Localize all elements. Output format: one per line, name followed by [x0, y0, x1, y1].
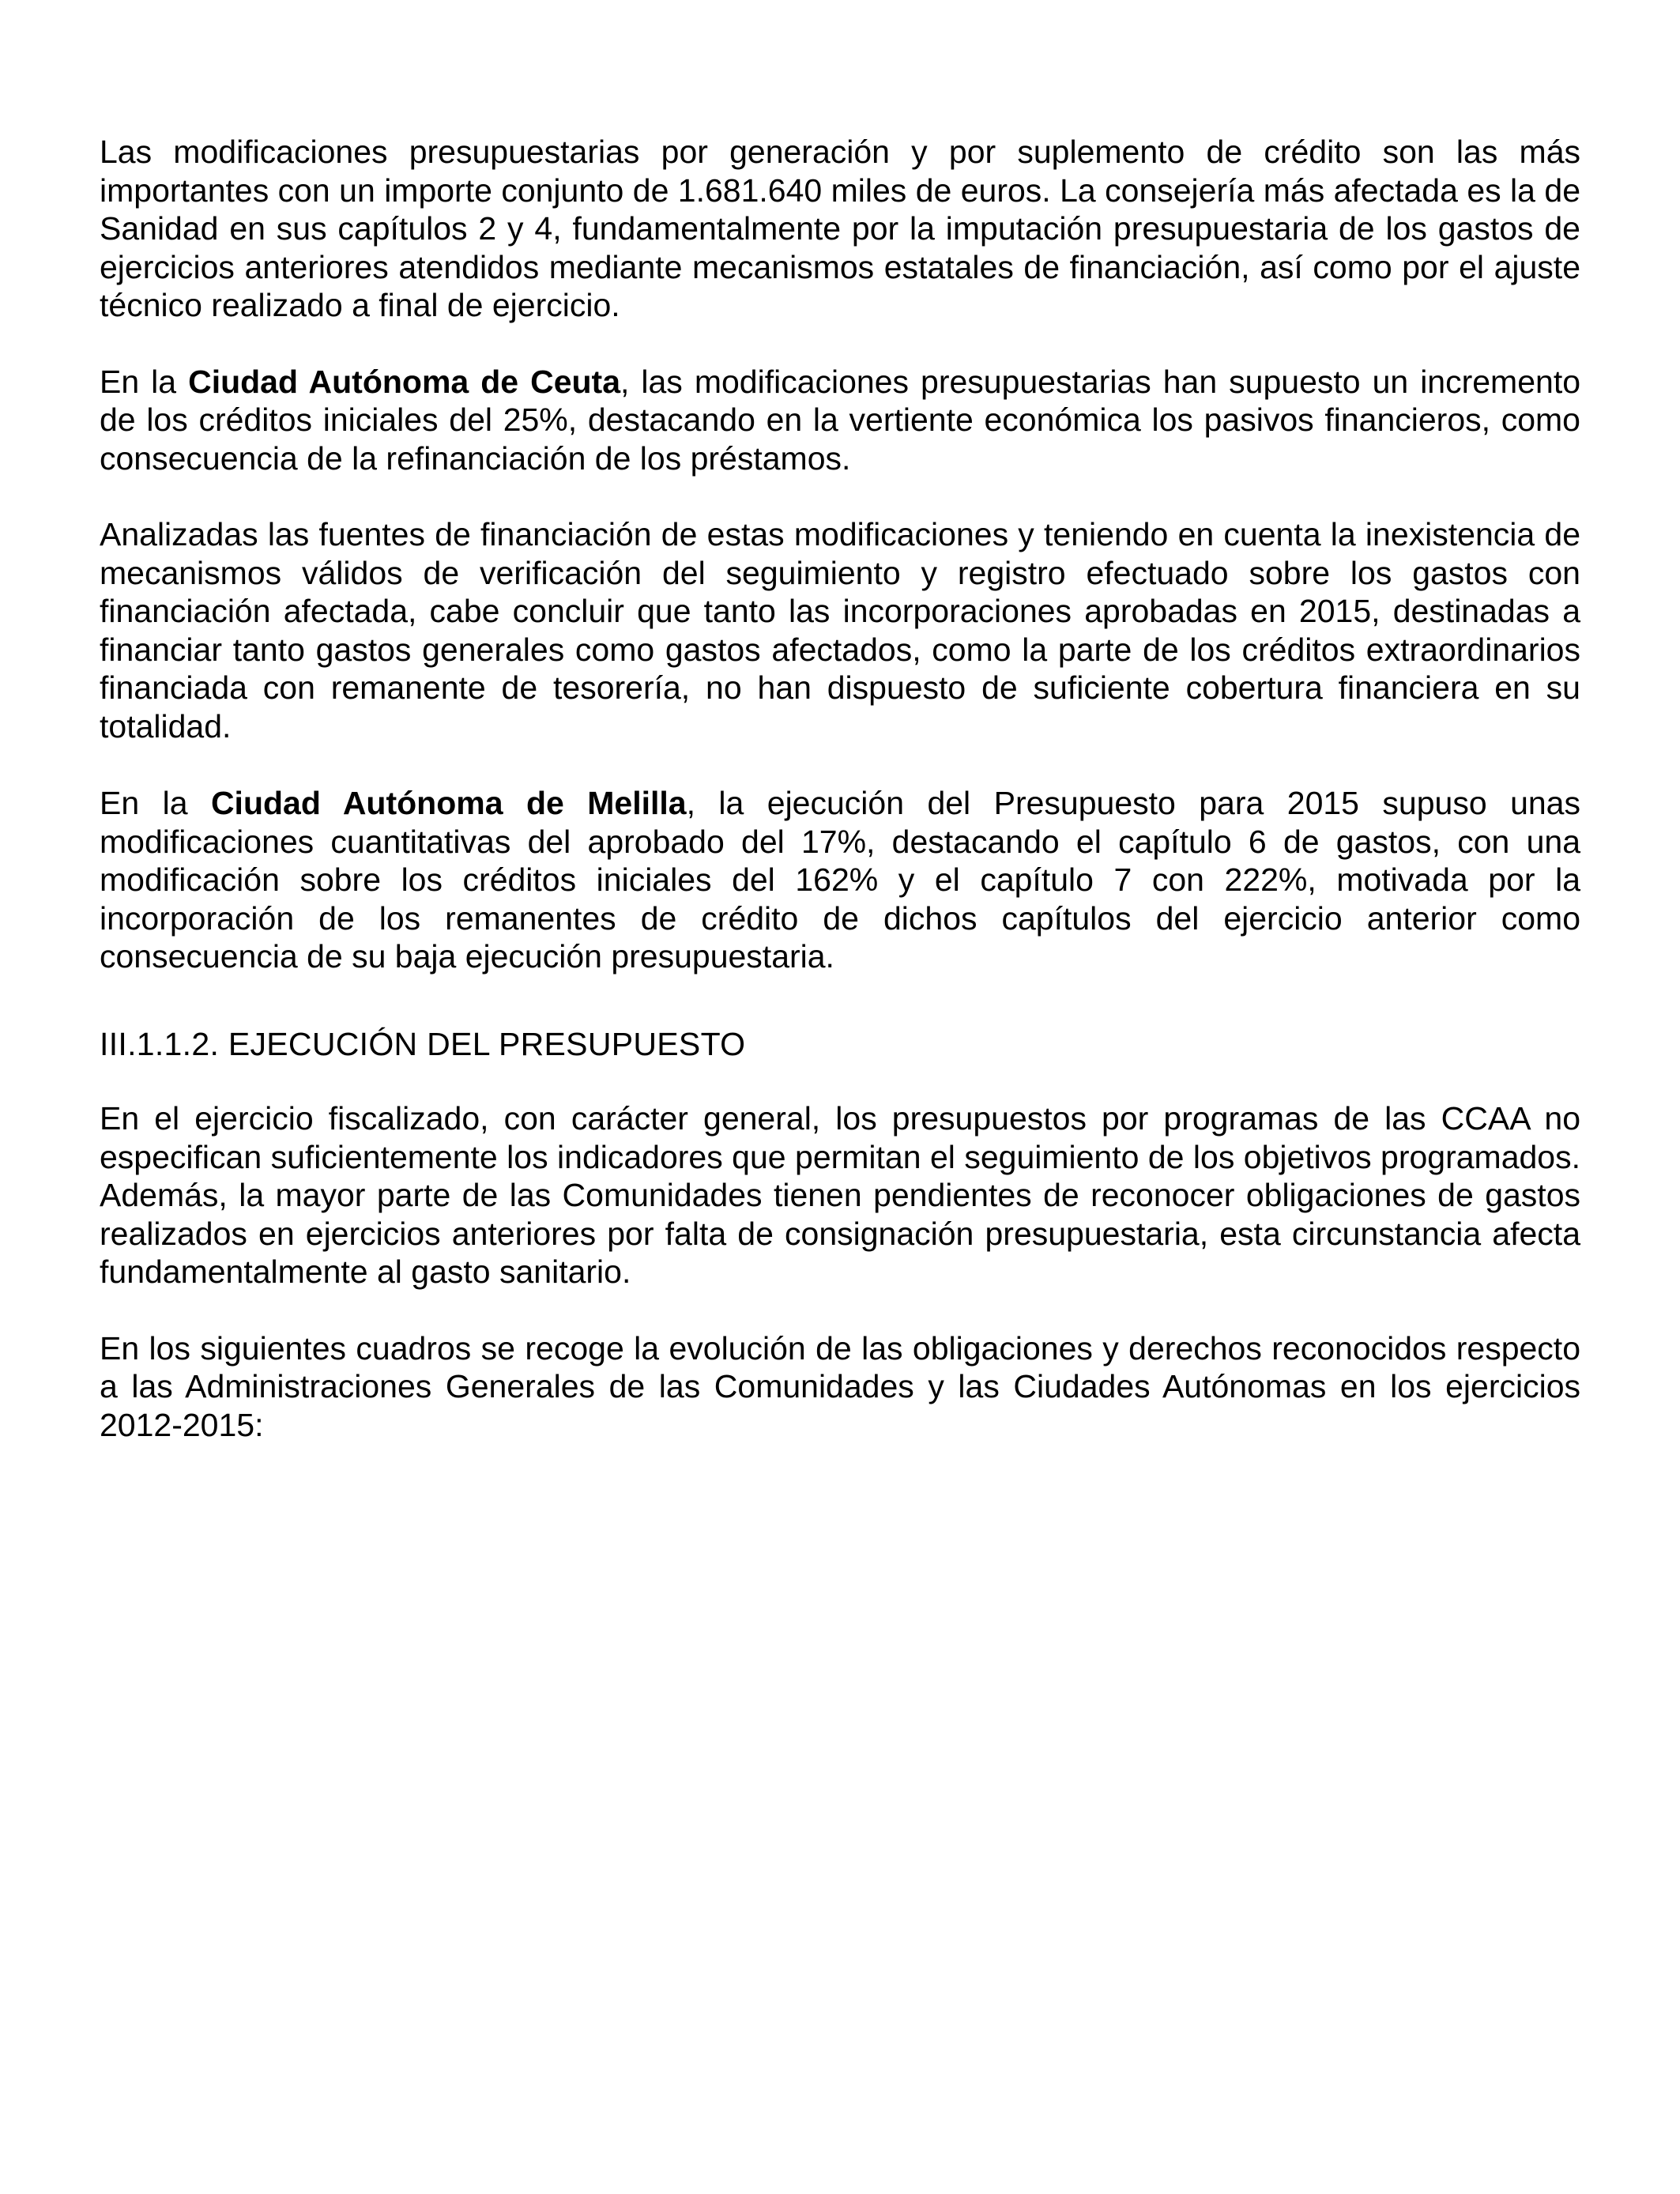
- document-page: [100, 133, 1580, 1482]
- paragraph-ceuta-body: , las modificaciones presupuestarias han supuesto un incremento de los créditos iniciales del 25%, destacando en la vertiente económica los pasivos financieros, como consecuencia de la refinanciación de los préstamos.: [100, 363, 1581, 477]
- paragraph-melilla: [100, 784, 1580, 976]
- paragraph-ceuta-intro: En la: [100, 363, 189, 400]
- paragraph-ceuta: [100, 363, 1580, 478]
- paragraph-ejercicio-fiscalizado: En el ejercicio fiscalizado, con carácter general, los presupuestos por programas de las CCAA no especifican suficientemente los indicadores que permitan el seguimiento de los objetivos programados. Además, la mayor parte de las Comunidades tienen pendientes de reconocer obligaciones de gastos realizados en ejercicios anteriores por falta de consignación presupuestaria, esta circunstancia afecta fundamentalmente al gasto sanitario.: [100, 1100, 1580, 1290]
- paragraph-melilla-body: , la ejecución del Presupuesto para 2015 supuso unas modificaciones cuantitativas del aprobado del 17%, destacando el capítulo 6 de gastos, con una modificación sobre los créditos iniciales del 162% y el capítulo 7 con 222%, motivada por la incorporación de los remanentes de crédito de dichos capítulos del ejercicio anterior como consecuencia de su baja ejecución presupuestaria.: [100, 785, 1580, 974]
- melilla-bold-label: Ciudad Autónoma de Melilla: [210, 785, 687, 821]
- paragraph-modificaciones-generacion: Las modificaciones presupuestarias por generación y por suplemento de crédito son las más importantes con un importe conjunto de 1.681.640 miles de euros. La consejería más afectada es la de Sanidad en sus capítulos 2 y 4, fundamentalmente por la imputación presupuestaria de los gastos de ejercicios anteriores atendidos mediante mecanismos estatales de financiación, así como por el ajuste técnico realizado a final de ejercicio.: [100, 134, 1580, 323]
- ceuta-bold-label: Ciudad Autónoma de Ceuta: [188, 363, 620, 400]
- paragraph-fuentes-financiacion: Analizadas las fuentes de financiación de estas modificaciones y teniendo en cuenta la inexistencia de mecanismos válidos de verificación del seguimiento y registro efectuado sobre los gastos con financiación afectada, cabe concluir que tanto las incorporaciones aprobadas en 2015, destinadas a financiar tanto gastos generales como gastos afectados, como la parte de los créditos extraordinarios financiada con remanente de tesorería, no han dispuesto de suficiente cobertura financiera en su totalidad.: [100, 516, 1580, 745]
- paragraph-siguientes-cuadros: En los siguientes cuadros se recoge la evolución de las obligaciones y derechos reconocidos respecto a las Administraciones Generales de las Comunidades y las Ciudades Autónomas en los ejercicios 2012-2015:: [100, 1329, 1580, 1443]
- paragraph-melilla-intro: En la: [100, 785, 211, 821]
- section-heading: III.1.1.2. EJECUCIÓN DEL PRESUPUESTO: [100, 1025, 746, 1062]
